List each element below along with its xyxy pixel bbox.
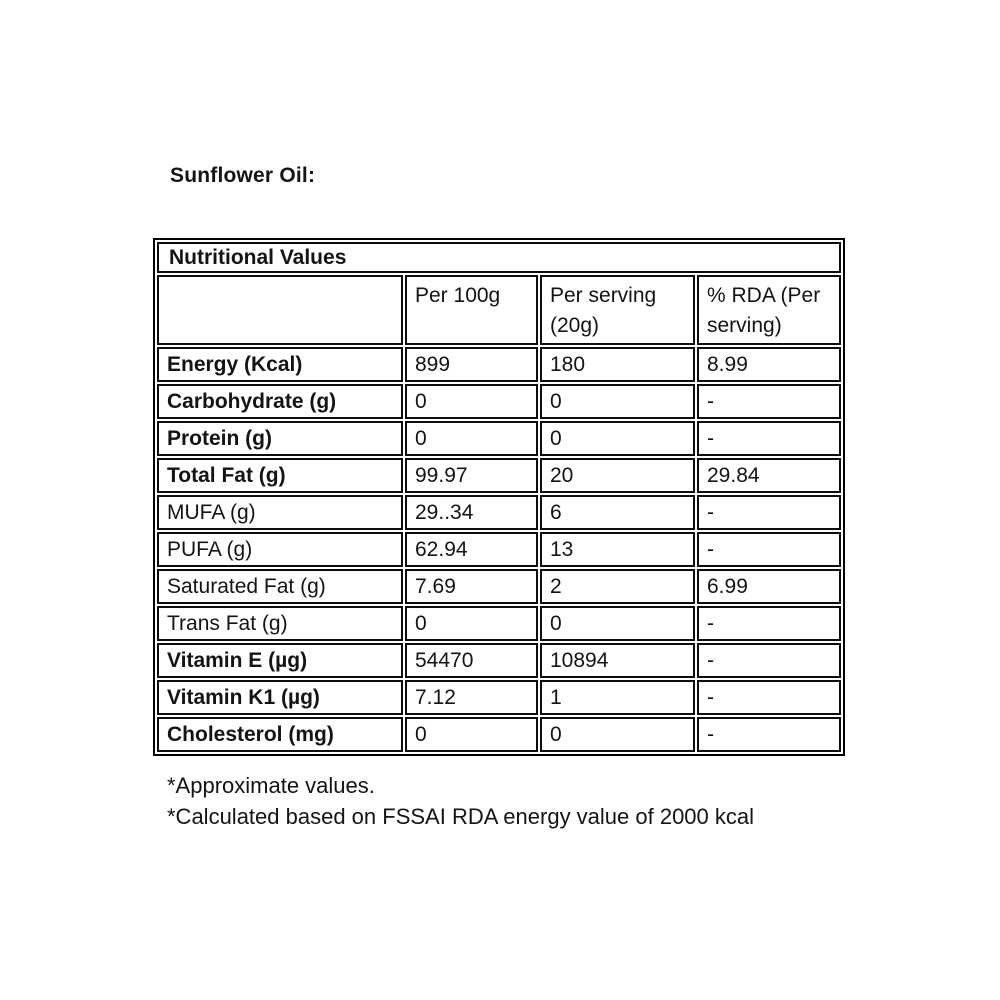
row-label: MUFA (g) [157, 495, 403, 530]
value-per-serving: 0 [540, 421, 695, 456]
header-empty-cell [157, 275, 403, 345]
nutrition-table [153, 238, 845, 756]
header-rda: % RDA (Per serving) [697, 275, 841, 345]
table-header-row [157, 275, 841, 345]
row-label: Cholesterol (mg) [157, 717, 403, 752]
page-title: Sunflower Oil: [170, 164, 316, 187]
table-title-row [157, 242, 841, 273]
value-rda: - [697, 532, 841, 567]
value-per-100g: 54470 [405, 643, 538, 678]
value-per-serving: 10894 [540, 643, 695, 678]
table-row-pufa [157, 532, 841, 567]
value-per-100g: 29..34 [405, 495, 538, 530]
table-row-total-fat [157, 458, 841, 493]
table-title: Nutritional Values [157, 242, 841, 273]
footnote-fssai: *Calculated based on FSSAI RDA energy value of 2000 kcal [167, 804, 755, 829]
value-per-serving: 20 [540, 458, 695, 493]
value-per-serving: 6 [540, 495, 695, 530]
value-per-100g: 99.97 [405, 458, 538, 493]
value-per-serving: 13 [540, 532, 695, 567]
value-per-serving: 0 [540, 384, 695, 419]
row-label: Protein (g) [157, 421, 403, 456]
row-label: Saturated Fat (g) [157, 569, 403, 604]
table-row-saturated-fat [157, 569, 841, 604]
row-label: Energy (Kcal) [157, 347, 403, 382]
value-rda: - [697, 643, 841, 678]
header-per-100g: Per 100g [405, 275, 538, 345]
value-rda: - [697, 495, 841, 530]
value-rda: - [697, 606, 841, 641]
value-per-100g: 899 [405, 347, 538, 382]
value-rda: - [697, 421, 841, 456]
value-per-serving: 180 [540, 347, 695, 382]
table-row-vitamin-k1 [157, 680, 841, 715]
table-row-cholesterol [157, 717, 841, 752]
value-rda: - [697, 680, 841, 715]
value-per-100g: 7.12 [405, 680, 538, 715]
value-per-100g: 0 [405, 384, 538, 419]
table-row-mufa [157, 495, 841, 530]
row-label: Trans Fat (g) [157, 606, 403, 641]
value-per-serving: 0 [540, 606, 695, 641]
value-per-serving: 0 [540, 717, 695, 752]
value-rda: - [697, 717, 841, 752]
value-rda: 8.99 [697, 347, 841, 382]
value-per-100g: 62.94 [405, 532, 538, 567]
value-rda: 6.99 [697, 569, 841, 604]
value-per-100g: 0 [405, 717, 538, 752]
table-row-carbohydrate [157, 384, 841, 419]
row-label: PUFA (g) [157, 532, 403, 567]
table-row-vitamin-e [157, 643, 841, 678]
footnote-approximate: *Approximate values. [167, 773, 375, 798]
row-label: Total Fat (g) [157, 458, 403, 493]
value-per-serving: 1 [540, 680, 695, 715]
table-row-energy [157, 347, 841, 382]
value-rda: 29.84 [697, 458, 841, 493]
header-per-serving: Per serving (20g) [540, 275, 695, 345]
value-per-100g: 7.69 [405, 569, 538, 604]
table-row-trans-fat [157, 606, 841, 641]
table-row-protein [157, 421, 841, 456]
row-label: Vitamin E (µg) [157, 643, 403, 678]
row-label: Carbohydrate (g) [157, 384, 403, 419]
footnotes [167, 770, 754, 832]
value-rda: - [697, 384, 841, 419]
value-per-100g: 0 [405, 421, 538, 456]
row-label: Vitamin K1 (µg) [157, 680, 403, 715]
value-per-serving: 2 [540, 569, 695, 604]
value-per-100g: 0 [405, 606, 538, 641]
